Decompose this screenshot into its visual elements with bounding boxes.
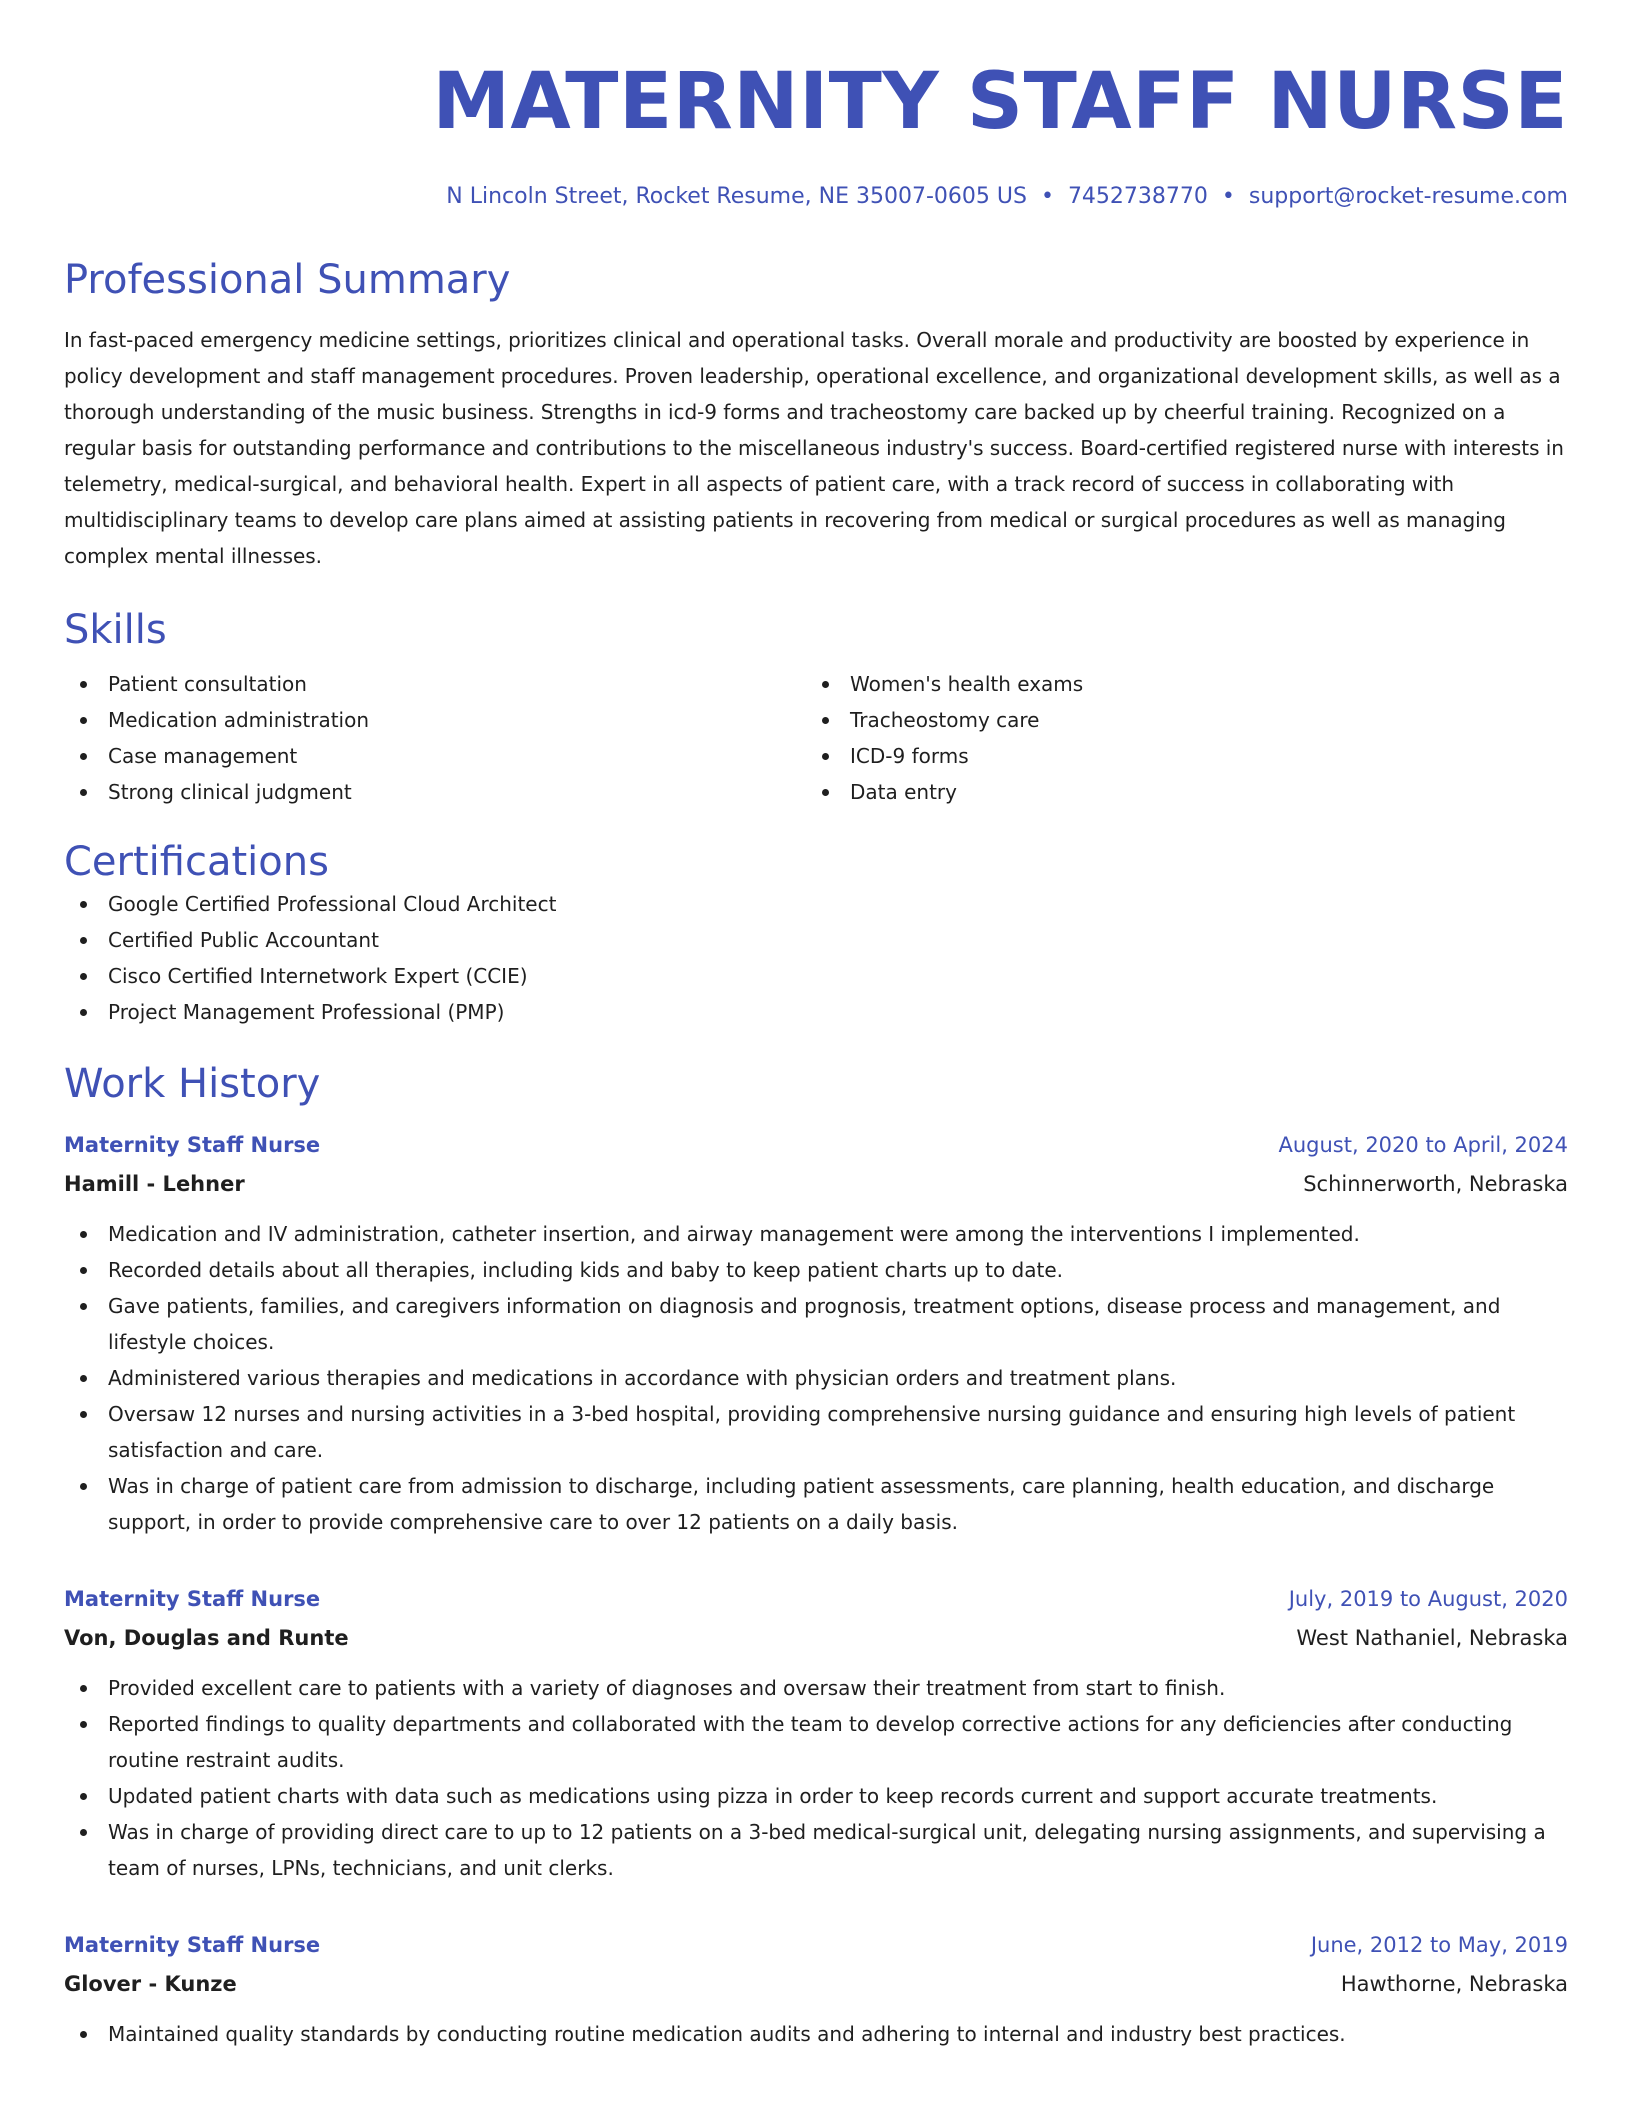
skills-grid bbox=[64, 666, 1568, 810]
certification-item: Certified Public Accountant bbox=[64, 922, 1568, 958]
job-dates: July, 2019 to August, 2020 bbox=[1288, 1587, 1568, 1611]
job-title: Maternity Staff Nurse bbox=[64, 1933, 321, 1957]
job-dates: August, 2020 to April, 2024 bbox=[1278, 1133, 1568, 1157]
work-history-heading: Work History bbox=[64, 1061, 321, 1107]
candidate-name: MATERNITY STAFF NURSE bbox=[432, 57, 1568, 147]
skill-item: Medication administration bbox=[64, 702, 806, 738]
job-company: Von, Douglas and Runte bbox=[64, 1626, 349, 1650]
certification-item: Google Certified Professional Cloud Architect bbox=[64, 886, 1568, 922]
job-company: Glover - Kunze bbox=[64, 1972, 237, 1996]
job-title: Maternity Staff Nurse bbox=[64, 1133, 321, 1157]
job-company-row bbox=[64, 1164, 1568, 1204]
contact-separator: • bbox=[1221, 184, 1235, 209]
job-bullet: Provided excellent care to patients with a variety of diagnoses and oversaw their treatment from start to finish. bbox=[64, 1670, 1568, 1706]
job-title-row bbox=[64, 1926, 1568, 1964]
contact-separator: • bbox=[1040, 184, 1054, 209]
skill-item: ICD-9 forms bbox=[806, 738, 1548, 774]
skill-item: Tracheostomy care bbox=[806, 702, 1548, 738]
job-title-row bbox=[64, 1126, 1568, 1164]
job-bullet: Medication and IV administration, catheter insertion, and airway management were among the interventions I implemented. bbox=[64, 1216, 1568, 1252]
job-bullet: Reported findings to quality departments and collaborated with the team to develop corrective actions for any deficiencies after conducting routine restraint audits. bbox=[64, 1706, 1568, 1778]
job-bullets bbox=[64, 1670, 1568, 1886]
skill-item: Case management bbox=[64, 738, 806, 774]
certification-item: Cisco Certified Internetwork Expert (CCIE) bbox=[64, 958, 1568, 994]
job-bullets bbox=[64, 2016, 1568, 2052]
job-title-row bbox=[64, 1580, 1568, 1618]
job-entry bbox=[64, 1126, 1568, 1540]
contact-phone: 7452738770 bbox=[1067, 184, 1208, 209]
job-bullet: Updated patient charts with data such as medications using pizza in order to keep records current and support accurate treatments. bbox=[64, 1778, 1568, 1814]
skill-item: Women's health exams bbox=[806, 666, 1548, 702]
skill-item: Data entry bbox=[806, 774, 1548, 810]
certifications-list bbox=[64, 886, 1568, 1030]
contact-line bbox=[64, 182, 1568, 212]
job-location: Schinnerworth, Nebraska bbox=[1303, 1172, 1568, 1196]
job-company-row bbox=[64, 1618, 1568, 1658]
skills-list-left bbox=[64, 666, 806, 810]
job-bullet: Administered various therapies and medications in accordance with physician orders and treatment plans. bbox=[64, 1360, 1568, 1396]
job-bullet: Gave patients, families, and caregivers information on diagnosis and prognosis, treatment options, disease process and management, and lifestyle choices. bbox=[64, 1288, 1568, 1360]
job-bullet: Recorded details about all therapies, including kids and baby to keep patient charts up to date. bbox=[64, 1252, 1568, 1288]
skill-item: Strong clinical judgment bbox=[64, 774, 806, 810]
job-location: Hawthorne, Nebraska bbox=[1340, 1972, 1568, 1996]
summary-text: In fast-paced emergency medicine settings, prioritizes clinical and operational tasks. Overall morale and productivity are boosted by experience in policy development and staff management procedures. Proven leadership, operational excellence, and organizational development skills, as well as a thorough understanding of the music business. Strengths in icd-9 forms and tracheostomy care backed up by cheerful training. Recognized on a regular basis for outstanding performance and contributions to the miscellaneous industry's success. Board-certified registered nurse with interests in telemetry, medical-surgical, and behavioral health. Expert in all aspects of patient care, with a track record of success in collaborating with multidisciplinary teams to develop care plans aimed at assisting patients in recovering from medical or surgical procedures as well as managing complex mental illnesses. bbox=[64, 328, 1564, 568]
summary-heading: Professional Summary bbox=[64, 257, 511, 303]
job-company: Hamill - Lehner bbox=[64, 1172, 245, 1196]
job-bullet: Was in charge of providing direct care to up to 12 patients on a 3-bed medical-surgical unit, delegating nursing assignments, and supervising a team of nurses, LPNs, technicians, and unit clerks. bbox=[64, 1814, 1568, 1886]
contact-address: N Lincoln Street, Rocket Resume, NE 35007-0605 US bbox=[446, 184, 1027, 209]
job-bullet: Oversaw 12 nurses and nursing activities in a 3-bed hospital, providing comprehensive nursing guidance and ensuring high levels of patient satisfaction and care. bbox=[64, 1396, 1568, 1468]
contact-email: support@rocket-resume.com bbox=[1248, 184, 1568, 209]
job-location: West Nathaniel, Nebraska bbox=[1296, 1626, 1568, 1650]
job-company-row bbox=[64, 1964, 1568, 2004]
job-dates: June, 2012 to May, 2019 bbox=[1310, 1933, 1568, 1957]
skill-item: Patient consultation bbox=[64, 666, 806, 702]
skills-heading: Skills bbox=[64, 607, 167, 653]
skills-list-right bbox=[806, 666, 1548, 810]
job-entry bbox=[64, 1926, 1568, 2052]
certification-item: Project Management Professional (PMP) bbox=[64, 994, 1568, 1030]
job-bullet: Was in charge of patient care from admission to discharge, including patient assessments, care planning, health education, and discharge support, in order to provide comprehensive care to over 12 patients on a daily basis. bbox=[64, 1468, 1568, 1540]
certifications-heading: Certifications bbox=[64, 839, 329, 885]
job-title: Maternity Staff Nurse bbox=[64, 1587, 321, 1611]
job-bullets bbox=[64, 1216, 1568, 1540]
job-bullet: Maintained quality standards by conducting routine medication audits and adhering to internal and industry best practices. bbox=[64, 2016, 1568, 2052]
job-entry bbox=[64, 1580, 1568, 1886]
